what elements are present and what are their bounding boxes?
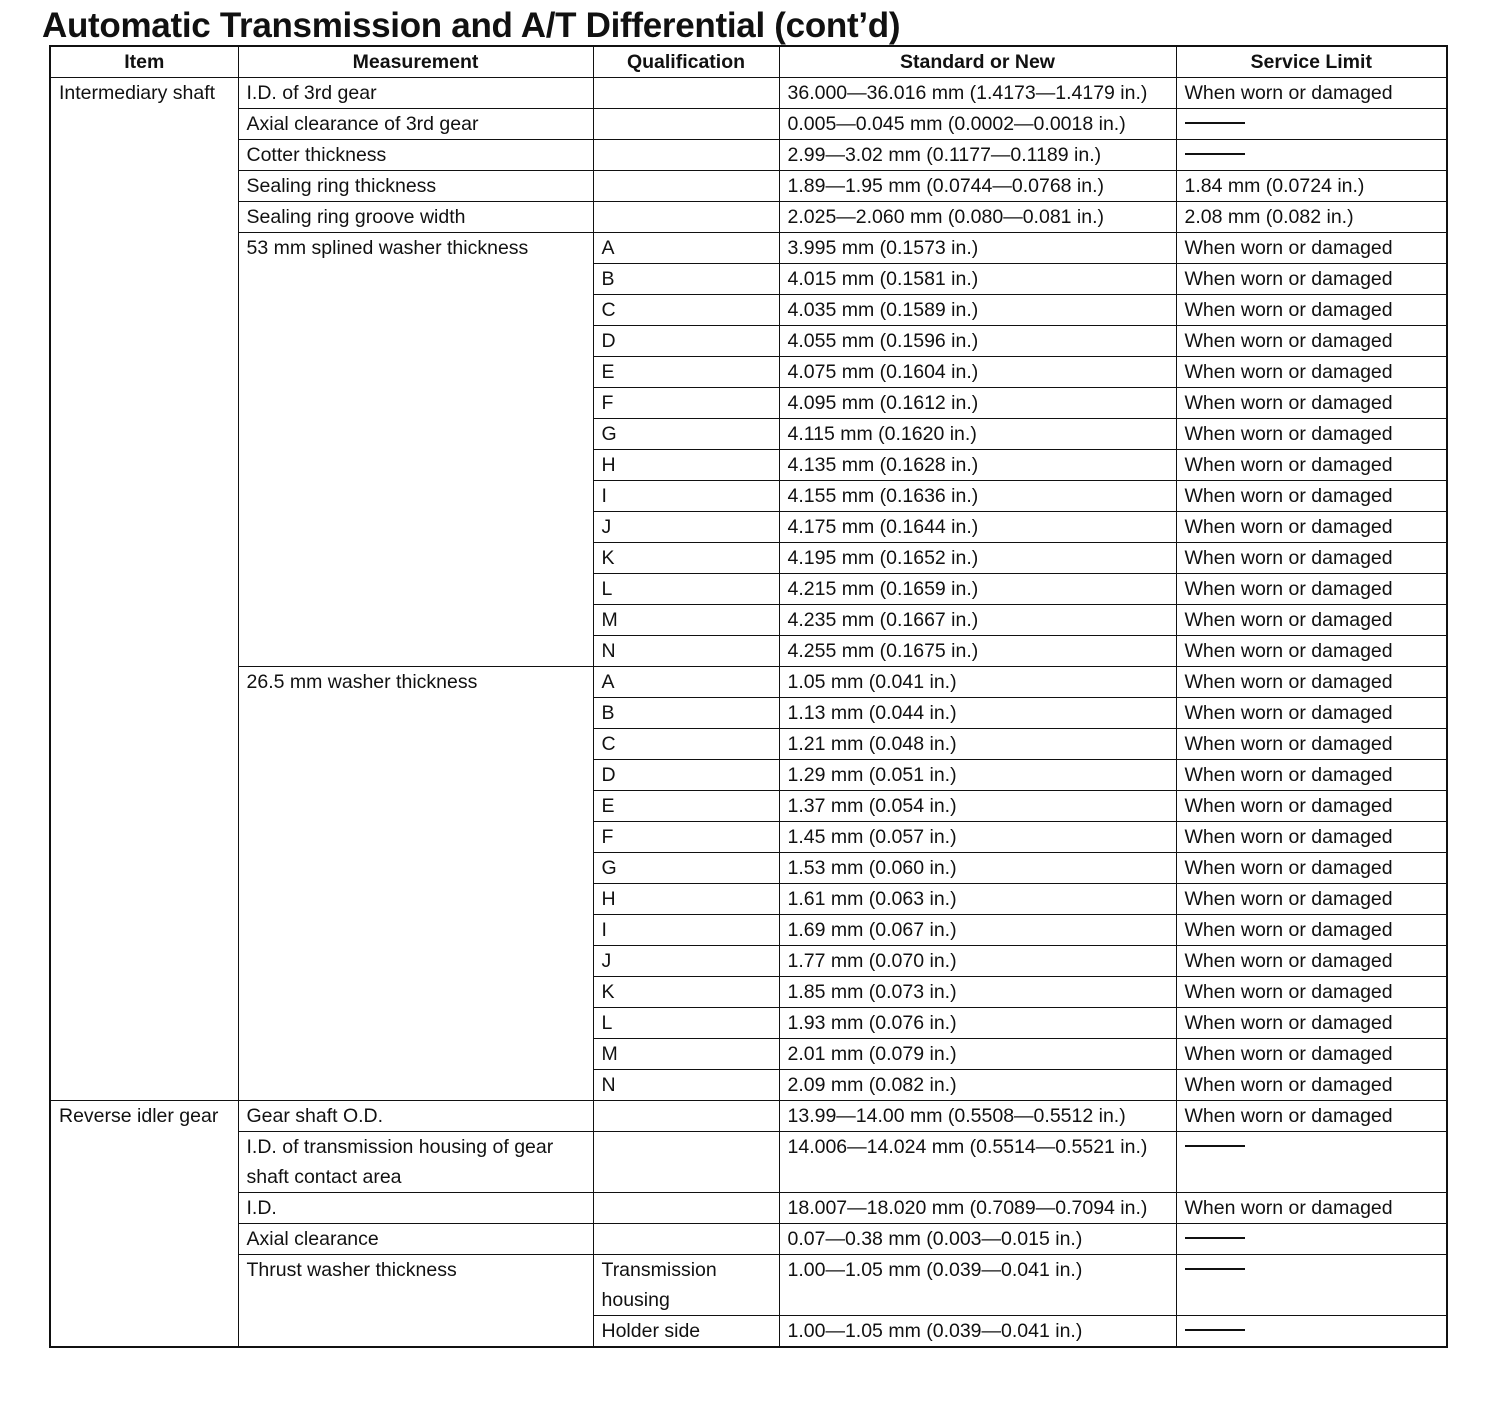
header-row: [50, 46, 1447, 78]
standard-cell: 1.05 mm (0.041 in.): [779, 667, 1176, 698]
qualification-cell: L: [593, 574, 779, 605]
standard-cell: 1.77 mm (0.070 in.): [779, 946, 1176, 977]
table-row: [50, 1101, 1447, 1132]
standard-cell: 4.095 mm (0.1612 in.): [779, 388, 1176, 419]
measurement-cell: Sealing ring groove width: [238, 202, 593, 233]
service-limit-cell: When worn or damaged: [1176, 822, 1447, 853]
qualification-cell: N: [593, 1070, 779, 1101]
standard-cell: 3.995 mm (0.1573 in.): [779, 233, 1176, 264]
qualification-cell: B: [593, 698, 779, 729]
service-limit-cell: When worn or damaged: [1176, 419, 1447, 450]
service-limit-cell: [1176, 1316, 1447, 1348]
qualification-cell: I: [593, 481, 779, 512]
service-limit-cell: When worn or damaged: [1176, 636, 1447, 667]
service-limit-cell: When worn or damaged: [1176, 1070, 1447, 1101]
measurement-cell: I.D.: [238, 1193, 593, 1224]
service-limit-cell: When worn or damaged: [1176, 388, 1447, 419]
qualification-cell: F: [593, 822, 779, 853]
standard-cell: 0.07—0.38 mm (0.003—0.015 in.): [779, 1224, 1176, 1255]
service-limit-cell: When worn or damaged: [1176, 884, 1447, 915]
service-limit-cell: When worn or damaged: [1176, 667, 1447, 698]
qualification-cell: [593, 109, 779, 140]
service-limit-cell: When worn or damaged: [1176, 233, 1447, 264]
header-item: Item: [50, 46, 238, 78]
standard-cell: 2.99—3.02 mm (0.1177—0.1189 in.): [779, 140, 1176, 171]
service-limit-cell: When worn or damaged: [1176, 357, 1447, 388]
qualification-cell: H: [593, 884, 779, 915]
item-cell: Reverse idler gear: [50, 1101, 238, 1348]
table-body: [50, 78, 1447, 1348]
table-row: [50, 1255, 1447, 1316]
qualification-cell: A: [593, 233, 779, 264]
measurement-cell: Axial clearance: [238, 1224, 593, 1255]
standard-cell: 1.45 mm (0.057 in.): [779, 822, 1176, 853]
standard-cell: 0.005—0.045 mm (0.0002—0.0018 in.): [779, 109, 1176, 140]
qualification-cell: D: [593, 760, 779, 791]
standard-cell: 4.255 mm (0.1675 in.): [779, 636, 1176, 667]
header-measurement: Measurement: [238, 46, 593, 78]
qualification-cell: M: [593, 1039, 779, 1070]
standard-cell: 2.09 mm (0.082 in.): [779, 1070, 1176, 1101]
standard-cell: 36.000—36.016 mm (1.4173—1.4179 in.): [779, 78, 1176, 109]
header-service-limit: Service Limit: [1176, 46, 1447, 78]
table-row: [50, 233, 1447, 264]
service-limit-cell: When worn or damaged: [1176, 450, 1447, 481]
qualification-cell: E: [593, 357, 779, 388]
qualification-cell: J: [593, 946, 779, 977]
page-title: Automatic Transmission and A/T Differential (cont’d): [42, 6, 901, 45]
table-row: [50, 109, 1447, 140]
dash-rule: [1185, 1268, 1245, 1270]
standard-cell: 1.69 mm (0.067 in.): [779, 915, 1176, 946]
service-limit-cell: When worn or damaged: [1176, 512, 1447, 543]
standard-cell: 1.61 mm (0.063 in.): [779, 884, 1176, 915]
qualification-cell: I: [593, 915, 779, 946]
qualification-cell: G: [593, 853, 779, 884]
measurement-cell: Sealing ring thickness: [238, 171, 593, 202]
standard-cell: 1.29 mm (0.051 in.): [779, 760, 1176, 791]
measurement-cell: Gear shaft O.D.: [238, 1101, 593, 1132]
service-limit-cell: When worn or damaged: [1176, 605, 1447, 636]
service-limit-cell: When worn or damaged: [1176, 698, 1447, 729]
qualification-cell: G: [593, 419, 779, 450]
table-row: [50, 78, 1447, 109]
service-limit-cell: 1.84 mm (0.0724 in.): [1176, 171, 1447, 202]
standard-cell: 1.00—1.05 mm (0.039—0.041 in.): [779, 1255, 1176, 1316]
service-limit-cell: [1176, 1224, 1447, 1255]
header-standard: Standard or New: [779, 46, 1176, 78]
service-limit-cell: When worn or damaged: [1176, 264, 1447, 295]
service-limit-cell: When worn or damaged: [1176, 729, 1447, 760]
standard-cell: 1.21 mm (0.048 in.): [779, 729, 1176, 760]
service-limit-cell: [1176, 140, 1447, 171]
service-limit-cell: When worn or damaged: [1176, 543, 1447, 574]
standard-cell: 4.055 mm (0.1596 in.): [779, 326, 1176, 357]
standard-cell: 4.155 mm (0.1636 in.): [779, 481, 1176, 512]
qualification-cell: F: [593, 388, 779, 419]
standard-cell: 1.53 mm (0.060 in.): [779, 853, 1176, 884]
measurement-cell: Cotter thickness: [238, 140, 593, 171]
qualification-cell: Transmission housing: [593, 1255, 779, 1316]
service-limit-cell: When worn or damaged: [1176, 574, 1447, 605]
item-cell: Intermediary shaft: [50, 78, 238, 1101]
standard-cell: 13.99—14.00 mm (0.5508—0.5512 in.): [779, 1101, 1176, 1132]
standard-cell: 4.015 mm (0.1581 in.): [779, 264, 1176, 295]
qualification-cell: C: [593, 729, 779, 760]
table-row: [50, 1193, 1447, 1224]
table-header: [50, 46, 1447, 78]
spec-table: [49, 45, 1448, 1348]
service-limit-cell: When worn or damaged: [1176, 78, 1447, 109]
qualification-cell: [593, 1101, 779, 1132]
measurement-cell: 26.5 mm washer thickness: [238, 667, 593, 1101]
standard-cell: 1.13 mm (0.044 in.): [779, 698, 1176, 729]
service-limit-cell: When worn or damaged: [1176, 760, 1447, 791]
dash-rule: [1185, 1145, 1245, 1147]
measurement-cell: 53 mm splined washer thickness: [238, 233, 593, 667]
qualification-cell: [593, 140, 779, 171]
standard-cell: 1.37 mm (0.054 in.): [779, 791, 1176, 822]
qualification-cell: A: [593, 667, 779, 698]
standard-cell: 4.175 mm (0.1644 in.): [779, 512, 1176, 543]
qualification-cell: M: [593, 605, 779, 636]
service-limit-cell: When worn or damaged: [1176, 1193, 1447, 1224]
qualification-cell: C: [593, 295, 779, 326]
service-limit-cell: 2.08 mm (0.082 in.): [1176, 202, 1447, 233]
header-qualification: Qualification: [593, 46, 779, 78]
qualification-cell: E: [593, 791, 779, 822]
qualification-cell: D: [593, 326, 779, 357]
standard-cell: 14.006—14.024 mm (0.5514—0.5521 in.): [779, 1132, 1176, 1193]
table-row: [50, 140, 1447, 171]
qualification-cell: Holder side: [593, 1316, 779, 1348]
standard-cell: 1.00—1.05 mm (0.039—0.041 in.): [779, 1316, 1176, 1348]
qualification-cell: [593, 202, 779, 233]
measurement-cell: I.D. of 3rd gear: [238, 78, 593, 109]
service-limit-cell: When worn or damaged: [1176, 1039, 1447, 1070]
dash-rule: [1185, 1237, 1245, 1239]
table-row: [50, 1224, 1447, 1255]
standard-cell: 1.85 mm (0.073 in.): [779, 977, 1176, 1008]
standard-cell: 2.025—2.060 mm (0.080—0.081 in.): [779, 202, 1176, 233]
table-row: [50, 171, 1447, 202]
service-limit-cell: When worn or damaged: [1176, 791, 1447, 822]
measurement-cell: Axial clearance of 3rd gear: [238, 109, 593, 140]
service-limit-cell: When worn or damaged: [1176, 946, 1447, 977]
qualification-cell: [593, 1132, 779, 1193]
service-limit-cell: [1176, 109, 1447, 140]
qualification-cell: B: [593, 264, 779, 295]
table-row: [50, 202, 1447, 233]
standard-cell: 4.135 mm (0.1628 in.): [779, 450, 1176, 481]
standard-cell: 18.007—18.020 mm (0.7089—0.7094 in.): [779, 1193, 1176, 1224]
service-limit-cell: [1176, 1255, 1447, 1316]
table-row: [50, 667, 1447, 698]
qualification-cell: [593, 78, 779, 109]
qualification-cell: N: [593, 636, 779, 667]
measurement-cell: Thrust washer thickness: [238, 1255, 593, 1348]
standard-cell: 4.115 mm (0.1620 in.): [779, 419, 1176, 450]
dash-rule: [1185, 1329, 1245, 1331]
qualification-cell: L: [593, 1008, 779, 1039]
service-limit-cell: When worn or damaged: [1176, 915, 1447, 946]
qualification-cell: [593, 1193, 779, 1224]
dash-rule: [1185, 122, 1245, 124]
qualification-cell: K: [593, 543, 779, 574]
dash-rule: [1185, 153, 1245, 155]
service-limit-cell: When worn or damaged: [1176, 977, 1447, 1008]
standard-cell: 4.195 mm (0.1652 in.): [779, 543, 1176, 574]
qualification-cell: H: [593, 450, 779, 481]
standard-cell: 2.01 mm (0.079 in.): [779, 1039, 1176, 1070]
service-limit-cell: When worn or damaged: [1176, 1101, 1447, 1132]
service-limit-cell: When worn or damaged: [1176, 1008, 1447, 1039]
standard-cell: 4.035 mm (0.1589 in.): [779, 295, 1176, 326]
service-limit-cell: When worn or damaged: [1176, 326, 1447, 357]
service-limit-cell: When worn or damaged: [1176, 481, 1447, 512]
standard-cell: 4.215 mm (0.1659 in.): [779, 574, 1176, 605]
standard-cell: 4.075 mm (0.1604 in.): [779, 357, 1176, 388]
standard-cell: 4.235 mm (0.1667 in.): [779, 605, 1176, 636]
service-limit-cell: When worn or damaged: [1176, 853, 1447, 884]
service-limit-cell: When worn or damaged: [1176, 295, 1447, 326]
standard-cell: 1.93 mm (0.076 in.): [779, 1008, 1176, 1039]
qualification-cell: K: [593, 977, 779, 1008]
service-limit-cell: [1176, 1132, 1447, 1193]
qualification-cell: J: [593, 512, 779, 543]
standard-cell: 1.89—1.95 mm (0.0744—0.0768 in.): [779, 171, 1176, 202]
table-row: [50, 1132, 1447, 1193]
qualification-cell: [593, 1224, 779, 1255]
qualification-cell: [593, 171, 779, 202]
measurement-cell: I.D. of transmission housing of gear shaft contact area: [238, 1132, 593, 1193]
